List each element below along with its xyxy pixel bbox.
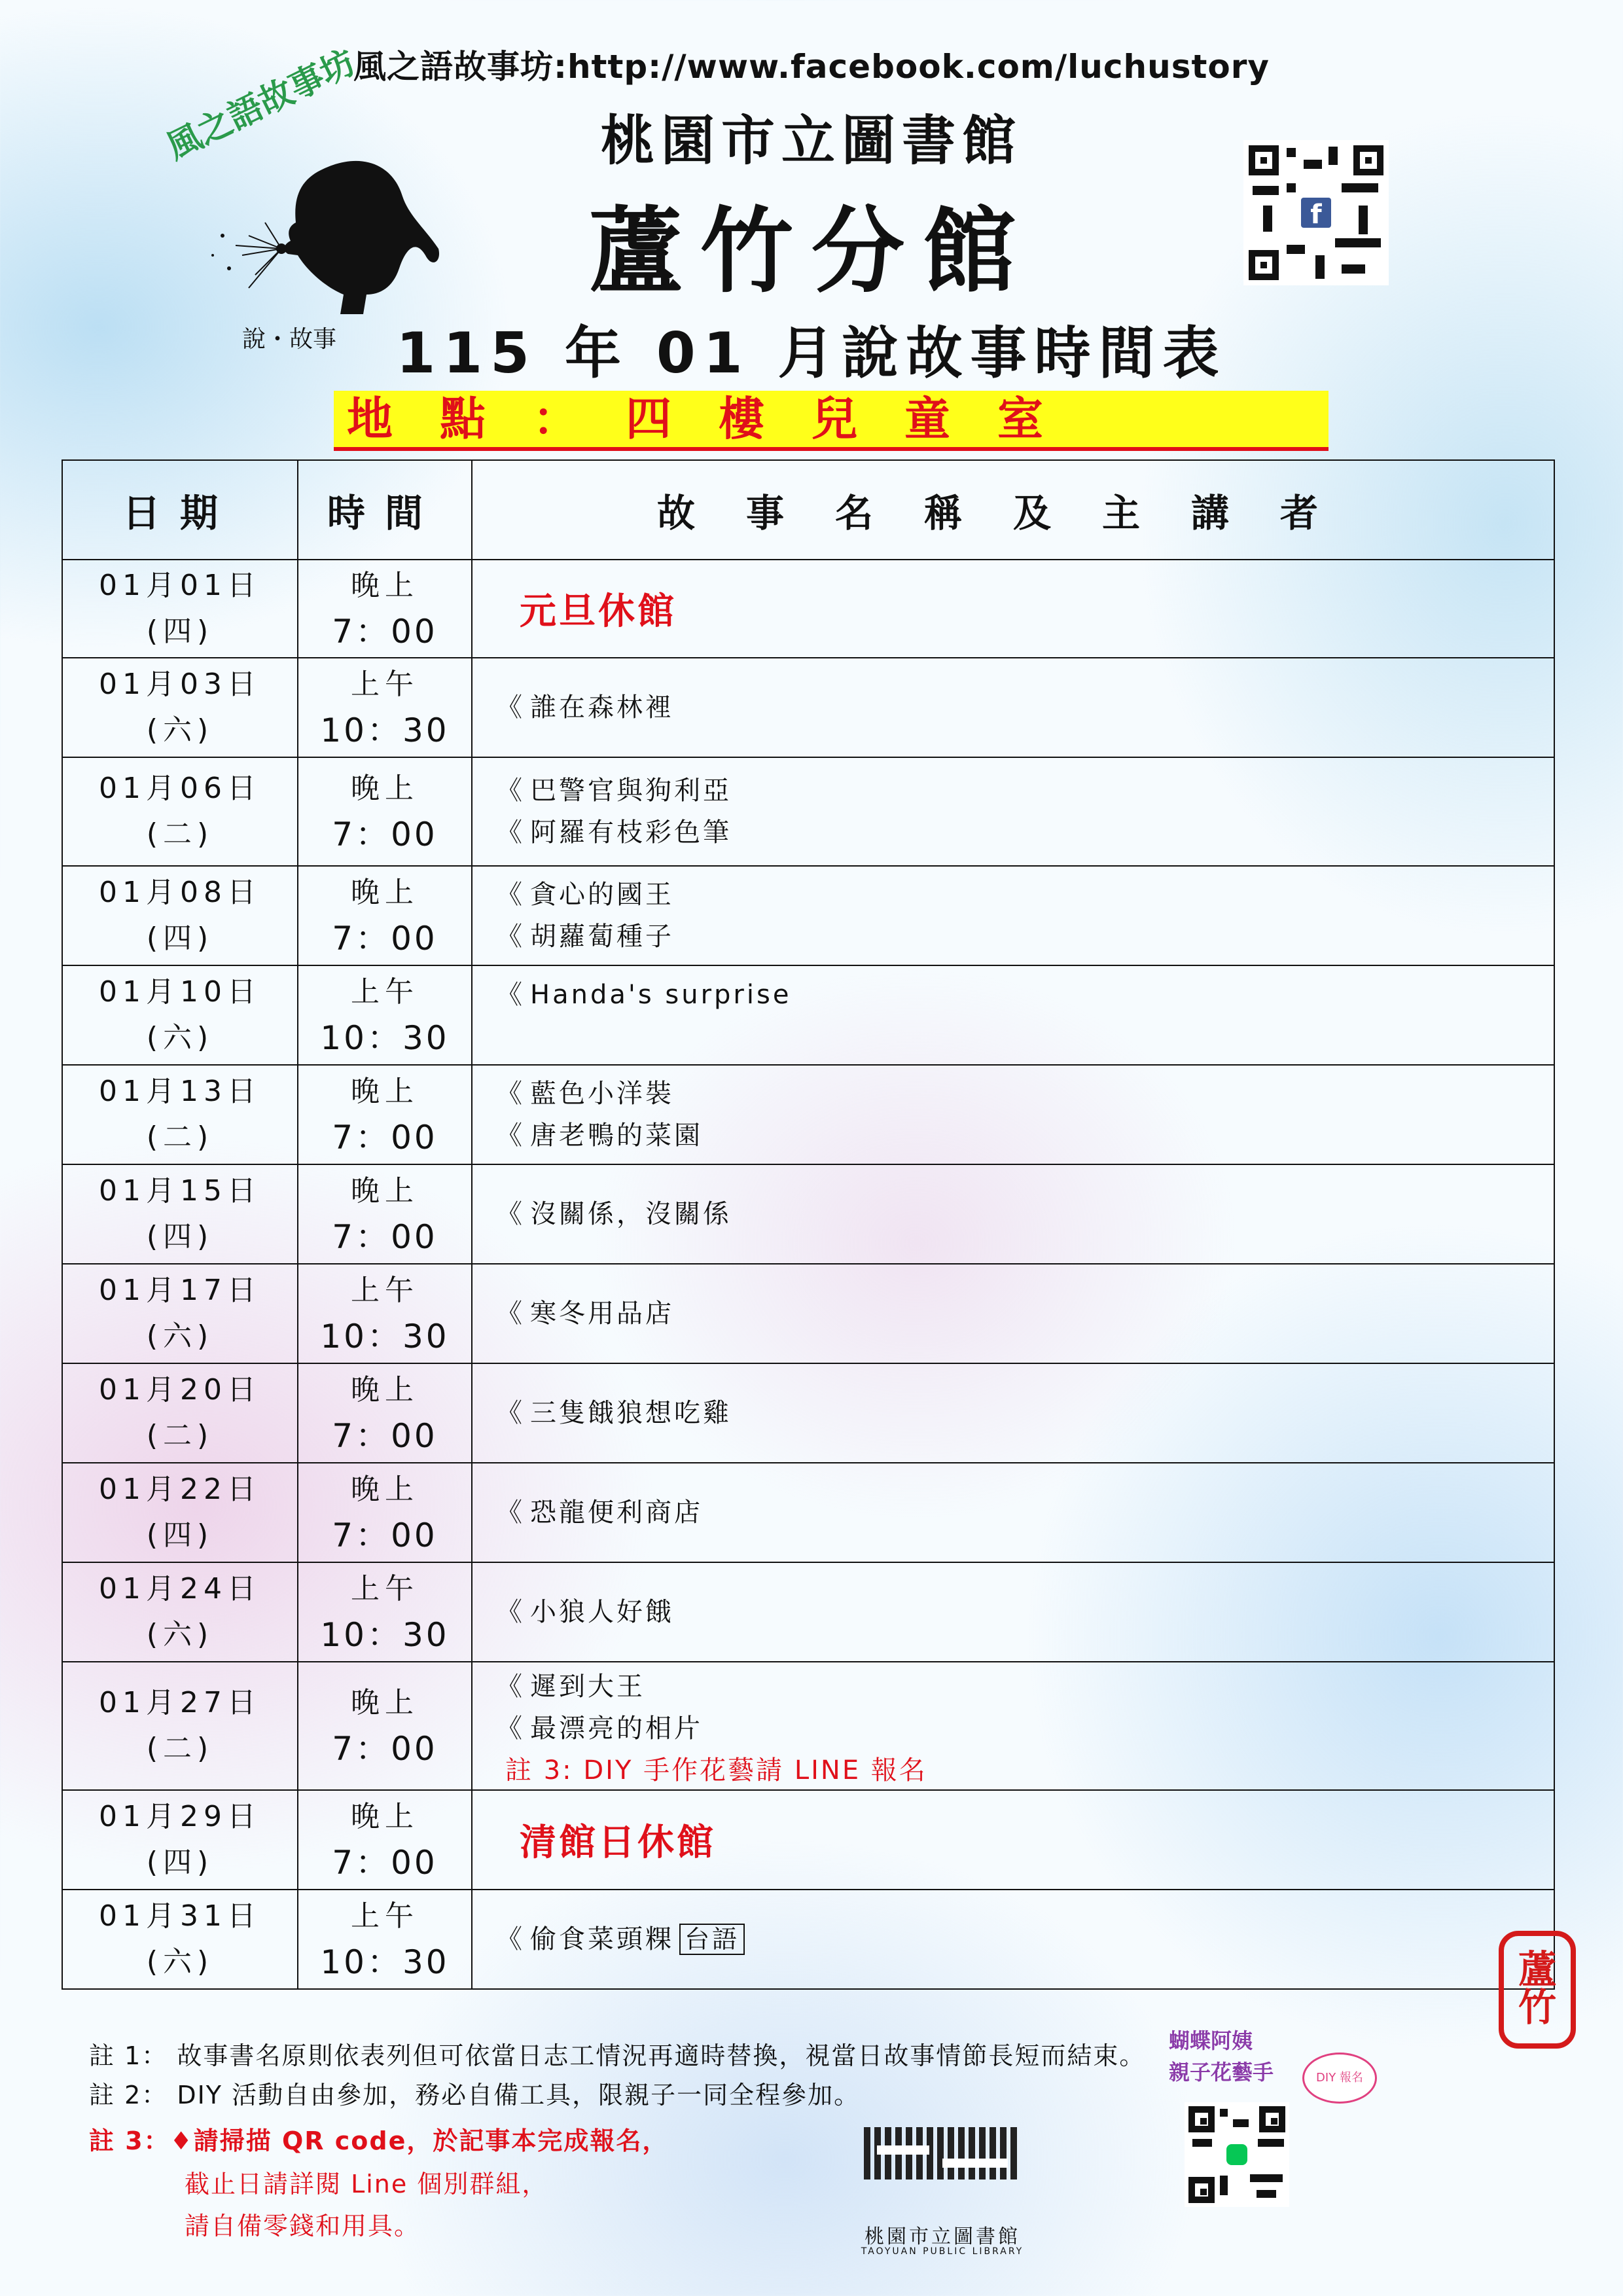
table-row	[62, 1790, 1554, 1890]
row-weekday: (六)	[146, 1945, 214, 1979]
row-time: 7：00	[332, 1730, 438, 1768]
facebook-icon: f	[1301, 198, 1331, 228]
row-weekday: (二)	[146, 1121, 214, 1154]
story-line: 《 貪心的國王	[473, 874, 1554, 916]
story-title: Handa's surprise	[530, 980, 792, 1010]
facebook-qr-code[interactable]	[1243, 140, 1389, 285]
row-weekday: (四)	[146, 1846, 214, 1879]
note-3-line-3: 請自備零錢和用具。	[185, 2212, 421, 2240]
table-row	[62, 965, 1554, 1065]
butterfly-registration-label	[1169, 2025, 1274, 2088]
butterfly-line-1: 蝴蝶阿姨	[1169, 2028, 1253, 2053]
story-title: 巴警官與狗利亞	[530, 776, 732, 806]
story-title: 最漂亮的相片	[530, 1713, 703, 1744]
row-time: 10：30	[320, 1318, 450, 1355]
story-title: 小狼人好餓	[530, 1597, 674, 1627]
row-date: 01月15日	[99, 1174, 261, 1208]
seal-stamp: 蘆竹	[1499, 1931, 1576, 2049]
line-qr-code[interactable]	[1185, 2102, 1289, 2207]
row-time: 10：30	[320, 711, 450, 749]
story-line: 《 沒關係，沒關係	[473, 1193, 1554, 1235]
row-date: 01月31日	[99, 1899, 261, 1933]
row-period: 上午	[351, 975, 419, 1009]
location-text: 地點：四樓兒童室	[347, 392, 1090, 446]
row-date: 01月27日	[99, 1686, 261, 1719]
row-time: 7：00	[332, 1218, 438, 1256]
story-line: 《 偷食菜頭粿 台語	[473, 1918, 1554, 1960]
story-line: 《 唐老鴨的菜園	[473, 1115, 1554, 1157]
table-header-row	[62, 460, 1554, 560]
story-line: 《 Handa's surprise	[473, 974, 1554, 1016]
note-2: 註 2： DIY 活動自由參加，務必自備工具，限親子一同全程參加。	[89, 2081, 861, 2109]
table-row	[62, 757, 1554, 866]
story-line: 《 寒冬用品店	[473, 1293, 1554, 1335]
row-weekday: (四)	[146, 1220, 214, 1253]
table-row	[62, 1463, 1554, 1562]
story-line: 《 巴警官與狗利亞	[473, 770, 1554, 812]
story-title: 偷食菜頭粿	[530, 1924, 674, 1954]
note-3-line-1: 註 3：♦請掃描 QR code，於記事本完成報名，	[89, 2126, 669, 2155]
schedule-table	[62, 459, 1555, 1990]
taoyuan-library-logo-icon	[851, 2121, 1034, 2225]
row-time: 7：00	[332, 613, 438, 651]
row-weekday: (四)	[146, 922, 214, 955]
schedule-title: 115 年 01 月說故事時間表	[396, 321, 1227, 386]
story-title: 藍色小洋裝	[530, 1079, 674, 1109]
header-time: 時間	[298, 460, 472, 560]
table-row	[62, 1890, 1554, 1989]
branch-title: 蘆竹分館	[589, 198, 1034, 306]
logo-subtext: 說・故事	[242, 326, 337, 353]
row-time: 10：30	[320, 1943, 450, 1981]
header-date: 日期	[62, 460, 298, 560]
row-time: 7：00	[332, 920, 438, 958]
table-row	[62, 658, 1554, 757]
row-date: 01月17日	[99, 1274, 261, 1307]
row-period: 上午	[351, 1274, 419, 1307]
table-row	[62, 560, 1554, 658]
row-date: 01月10日	[99, 975, 261, 1009]
row-date: 01月06日	[99, 772, 261, 805]
row-time: 7：00	[332, 1417, 438, 1455]
story-title: 胡蘿蔔種子	[530, 922, 674, 952]
line-icon	[1226, 2144, 1247, 2165]
row-date: 01月01日	[99, 569, 261, 602]
closed-notice: 元旦休館	[520, 590, 677, 633]
story-title: 寒冬用品店	[530, 1299, 674, 1329]
row-weekday: (四)	[146, 1518, 214, 1552]
row-period: 上午	[351, 668, 419, 701]
row-date: 01月22日	[99, 1473, 261, 1506]
row-weekday: (二)	[146, 817, 214, 851]
header-story: 故事名稱及主講者	[472, 460, 1554, 560]
row-date: 01月29日	[99, 1800, 261, 1833]
row-time: 10：30	[320, 1616, 450, 1654]
row-weekday: (二)	[146, 1732, 214, 1765]
table-row	[62, 1562, 1554, 1662]
note-1: 註 1： 故事書名原則依表列但可依當日志工情況再適時替換，視當日故事情節長短而結束。	[89, 2041, 1146, 2070]
table-row	[62, 1662, 1554, 1790]
closed-notice: 清館日休館	[520, 1821, 716, 1864]
row-weekday: (六)	[146, 1618, 214, 1651]
table-row	[62, 866, 1554, 965]
row-time: 7：00	[332, 1844, 438, 1882]
row-period: 晚上	[351, 569, 419, 602]
story-line: 《 藍色小洋裝	[473, 1073, 1554, 1115]
table-row	[62, 1164, 1554, 1264]
butterfly-line-2: 親子花藝手	[1169, 2060, 1274, 2085]
row-period: 晚上	[351, 1075, 419, 1108]
row-time: 7：00	[332, 1516, 438, 1554]
location-banner	[334, 391, 1329, 451]
row-period: 晚上	[351, 1686, 419, 1719]
row-weekday: (六)	[146, 713, 214, 747]
row-date: 01月08日	[99, 876, 261, 909]
story-title: 唐老鴨的菜園	[530, 1121, 703, 1151]
story-line: 《 誰在森林裡	[473, 687, 1554, 728]
note-3-line-2: 截止日請詳閱 Line 個別群組，	[185, 2170, 548, 2198]
table-row	[62, 1264, 1554, 1363]
diy-note-text: 註 3: DIY 手作花藝請 LINE 報名	[505, 1755, 927, 1785]
row-date: 01月24日	[99, 1572, 261, 1605]
library-logo-name: 桃園市立圖書館	[865, 2225, 1020, 2248]
story-title: 三隻餓狼想吃雞	[530, 1398, 732, 1428]
story-line: 《 恐龍便利商店	[473, 1492, 1554, 1534]
row-period: 晚上	[351, 876, 419, 909]
story-line: 《 遲到大王	[473, 1666, 1554, 1708]
row-weekday: (六)	[146, 1319, 214, 1353]
language-tag: 台語	[679, 1924, 745, 1955]
table-row	[62, 1065, 1554, 1164]
story-title: 恐龍便利商店	[530, 1498, 703, 1528]
row-time: 7：00	[332, 1119, 438, 1157]
row-time: 7：00	[332, 816, 438, 853]
row-weekday: (六)	[146, 1021, 214, 1054]
row-period: 晚上	[351, 1800, 419, 1833]
row-period: 晚上	[351, 1473, 419, 1506]
story-line: 《 胡蘿蔔種子	[473, 916, 1554, 958]
table-row	[62, 1363, 1554, 1463]
row-date: 01月13日	[99, 1075, 261, 1108]
library-logo-english: TAOYUAN PUBLIC LIBRARY	[861, 2246, 1024, 2257]
story-line: 《 阿羅有枝彩色筆	[473, 812, 1554, 853]
story-title: 阿羅有枝彩色筆	[530, 817, 732, 848]
row-period: 晚上	[351, 772, 419, 805]
row-time: 10：30	[320, 1019, 450, 1057]
story-title: 誰在森林裡	[530, 692, 674, 723]
diy-note	[473, 1749, 1554, 1786]
story-title: 遲到大王	[530, 1672, 645, 1702]
row-date: 01月03日	[99, 668, 261, 701]
row-period: 晚上	[351, 1174, 419, 1208]
storyhouse-logo	[151, 42, 445, 360]
story-line: 《 最漂亮的相片	[473, 1708, 1554, 1749]
diy-bubble: DIY 報名	[1302, 2053, 1377, 2104]
library-name: 桃園市立圖書館	[600, 110, 1022, 172]
row-period: 上午	[351, 1899, 419, 1933]
row-date: 01月20日	[99, 1373, 261, 1407]
row-period: 上午	[351, 1572, 419, 1605]
facebook-url-line: 風之語故事坊:http://www.facebook.com/luchustory	[353, 48, 1270, 86]
row-weekday: (四)	[146, 615, 214, 648]
story-line: 《 三隻餓狼想吃雞	[473, 1392, 1554, 1434]
story-line: 《 小狼人好餓	[473, 1591, 1554, 1633]
row-period: 晚上	[351, 1373, 419, 1407]
logo-text: 風之語故事坊	[160, 42, 362, 168]
row-weekday: (二)	[146, 1419, 214, 1452]
story-title: 貪心的國王	[530, 880, 674, 910]
story-title: 沒關係，沒關係	[530, 1199, 732, 1229]
